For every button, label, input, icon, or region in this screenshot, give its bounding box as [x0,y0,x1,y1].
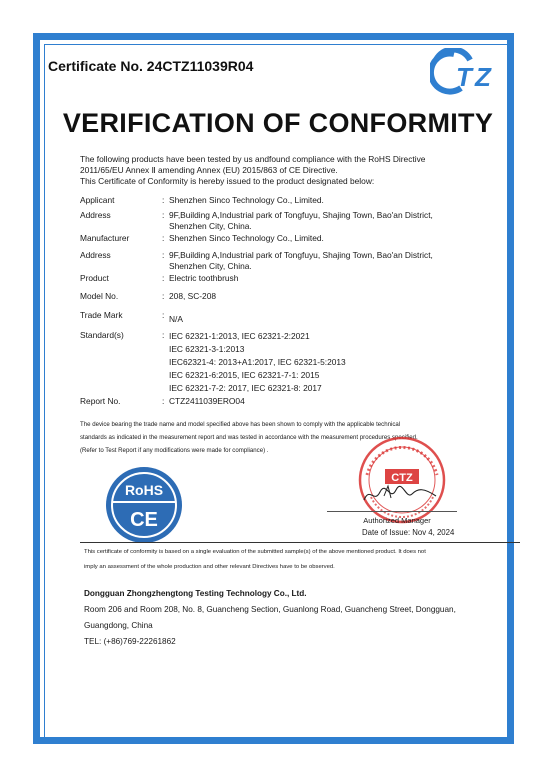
field-value: Shenzhen Sinco Technology Co., Limited. [169,195,324,205]
signature-line [327,511,457,512]
field-label: Report No. [80,396,121,406]
field-colon: : [162,273,165,283]
field-value: Electric toothbrush [169,273,239,283]
intro-text [80,154,500,187]
field-value: IEC 62321-3-1:2013 [169,344,245,354]
field-value: IEC 62321-7-2: 2017, IEC 62321-8: 2017 [169,383,322,393]
ce-label: CE [130,509,158,531]
field-colon: : [162,210,165,220]
field-colon: : [162,396,165,406]
intro-line: This Certificate of Conformity is hereby issued to the product designated below: [80,176,375,186]
field-value: Shenzhen Sinco Technology Co., Limited. [169,233,324,243]
field-value: CTZ2411039ERO04 [169,396,245,406]
company-tel: TEL: (+86)769-22261862 [84,637,176,646]
field-value: N/A [169,314,183,324]
field-label: Manufacturer [80,233,130,243]
disclaimer-line: This certificate of conformity is based on a single evaluation of the submitted sample(s) of the above mentioned product. It does not [84,549,426,555]
certificate-number: Certificate No. 24CTZ11039R04 [48,58,254,74]
disclaimer [84,545,524,575]
field-value: IEC 62321-6:2015, IEC 62321-7-1: 2015 [169,370,320,380]
issue-date: Date of Issue: Nov 4, 2024 [362,528,455,537]
field-colon: : [162,250,165,260]
field-colon: : [162,233,165,243]
field-colon: : [162,330,165,340]
document-title: VERIFICATION OF CONFORMITY [62,108,494,138]
field-label: Product [80,273,109,283]
stamp-label: CTZ [391,472,413,484]
authorized-title: Authorized Manager [363,516,431,525]
field-value: IEC 62321-1:2013, IEC 62321-2:2021 [169,331,310,341]
signature [360,478,440,508]
company-address: Guangdong, China [84,621,153,630]
svg-text:T: T [456,62,472,92]
field-label: Address [80,210,111,220]
device-line: (Refer to Test Report if any modifications were made for compliance) . [80,447,269,454]
field-value: 208, SC-208 [169,291,217,301]
rohs-ce-mark [103,464,185,546]
field-value: Shenzhen City, China. [169,221,252,231]
intro-line: 2011/65/EU Annex Ⅱ amending Annex (EU) 2015/863 of CE Directive. [80,165,338,175]
ctz-logo [430,48,512,98]
field-label: Model No. [80,291,119,301]
company-name: Dongguan Zhongzhengtong Testing Technology Co., Ltd. [84,589,307,598]
field-label: Trade Mark [80,310,123,320]
divider [80,542,520,543]
field-colon: : [162,291,165,301]
field-value: 9F,Building A,Industrial park of Tongfuyu, Shajing Town, Bao'an District, [169,210,433,220]
intro-line: The following products have been tested by us andfound compliance with the RoHS Directive [80,154,426,164]
rohs-label: RoHS [124,482,164,498]
field-value: 9F,Building A,Industrial park of Tongfuyu, Shajing Town, Bao'an District, [169,250,433,260]
svg-text:Z: Z [475,62,491,92]
field-value: IEC62321-4: 2013+A1:2017, IEC 62321-5:2013 [169,357,346,367]
field-label: Applicant [80,195,115,205]
company-address: Room 206 and Room 208, No. 8, Guancheng Section, Guanlong Road, Guancheng Street, Dongguan, [84,605,456,614]
device-line: standards as indicated in the measurement report and was tested in accordance with the measurement procedures specified. [80,434,418,441]
field-colon: : [162,195,165,205]
field-label: Address [80,250,111,260]
field-value: Shenzhen City, China. [169,261,252,271]
device-line: The device bearing the trade name and model specified above has been shown to comply with the applicable technical [80,421,401,428]
issuer-details [84,586,514,650]
field-colon: : [162,310,165,320]
field-label: Standard(s) [80,330,124,340]
disclaimer-line: imply an assessment of the whole production and other relevant Directives have to be observed. [84,564,335,570]
